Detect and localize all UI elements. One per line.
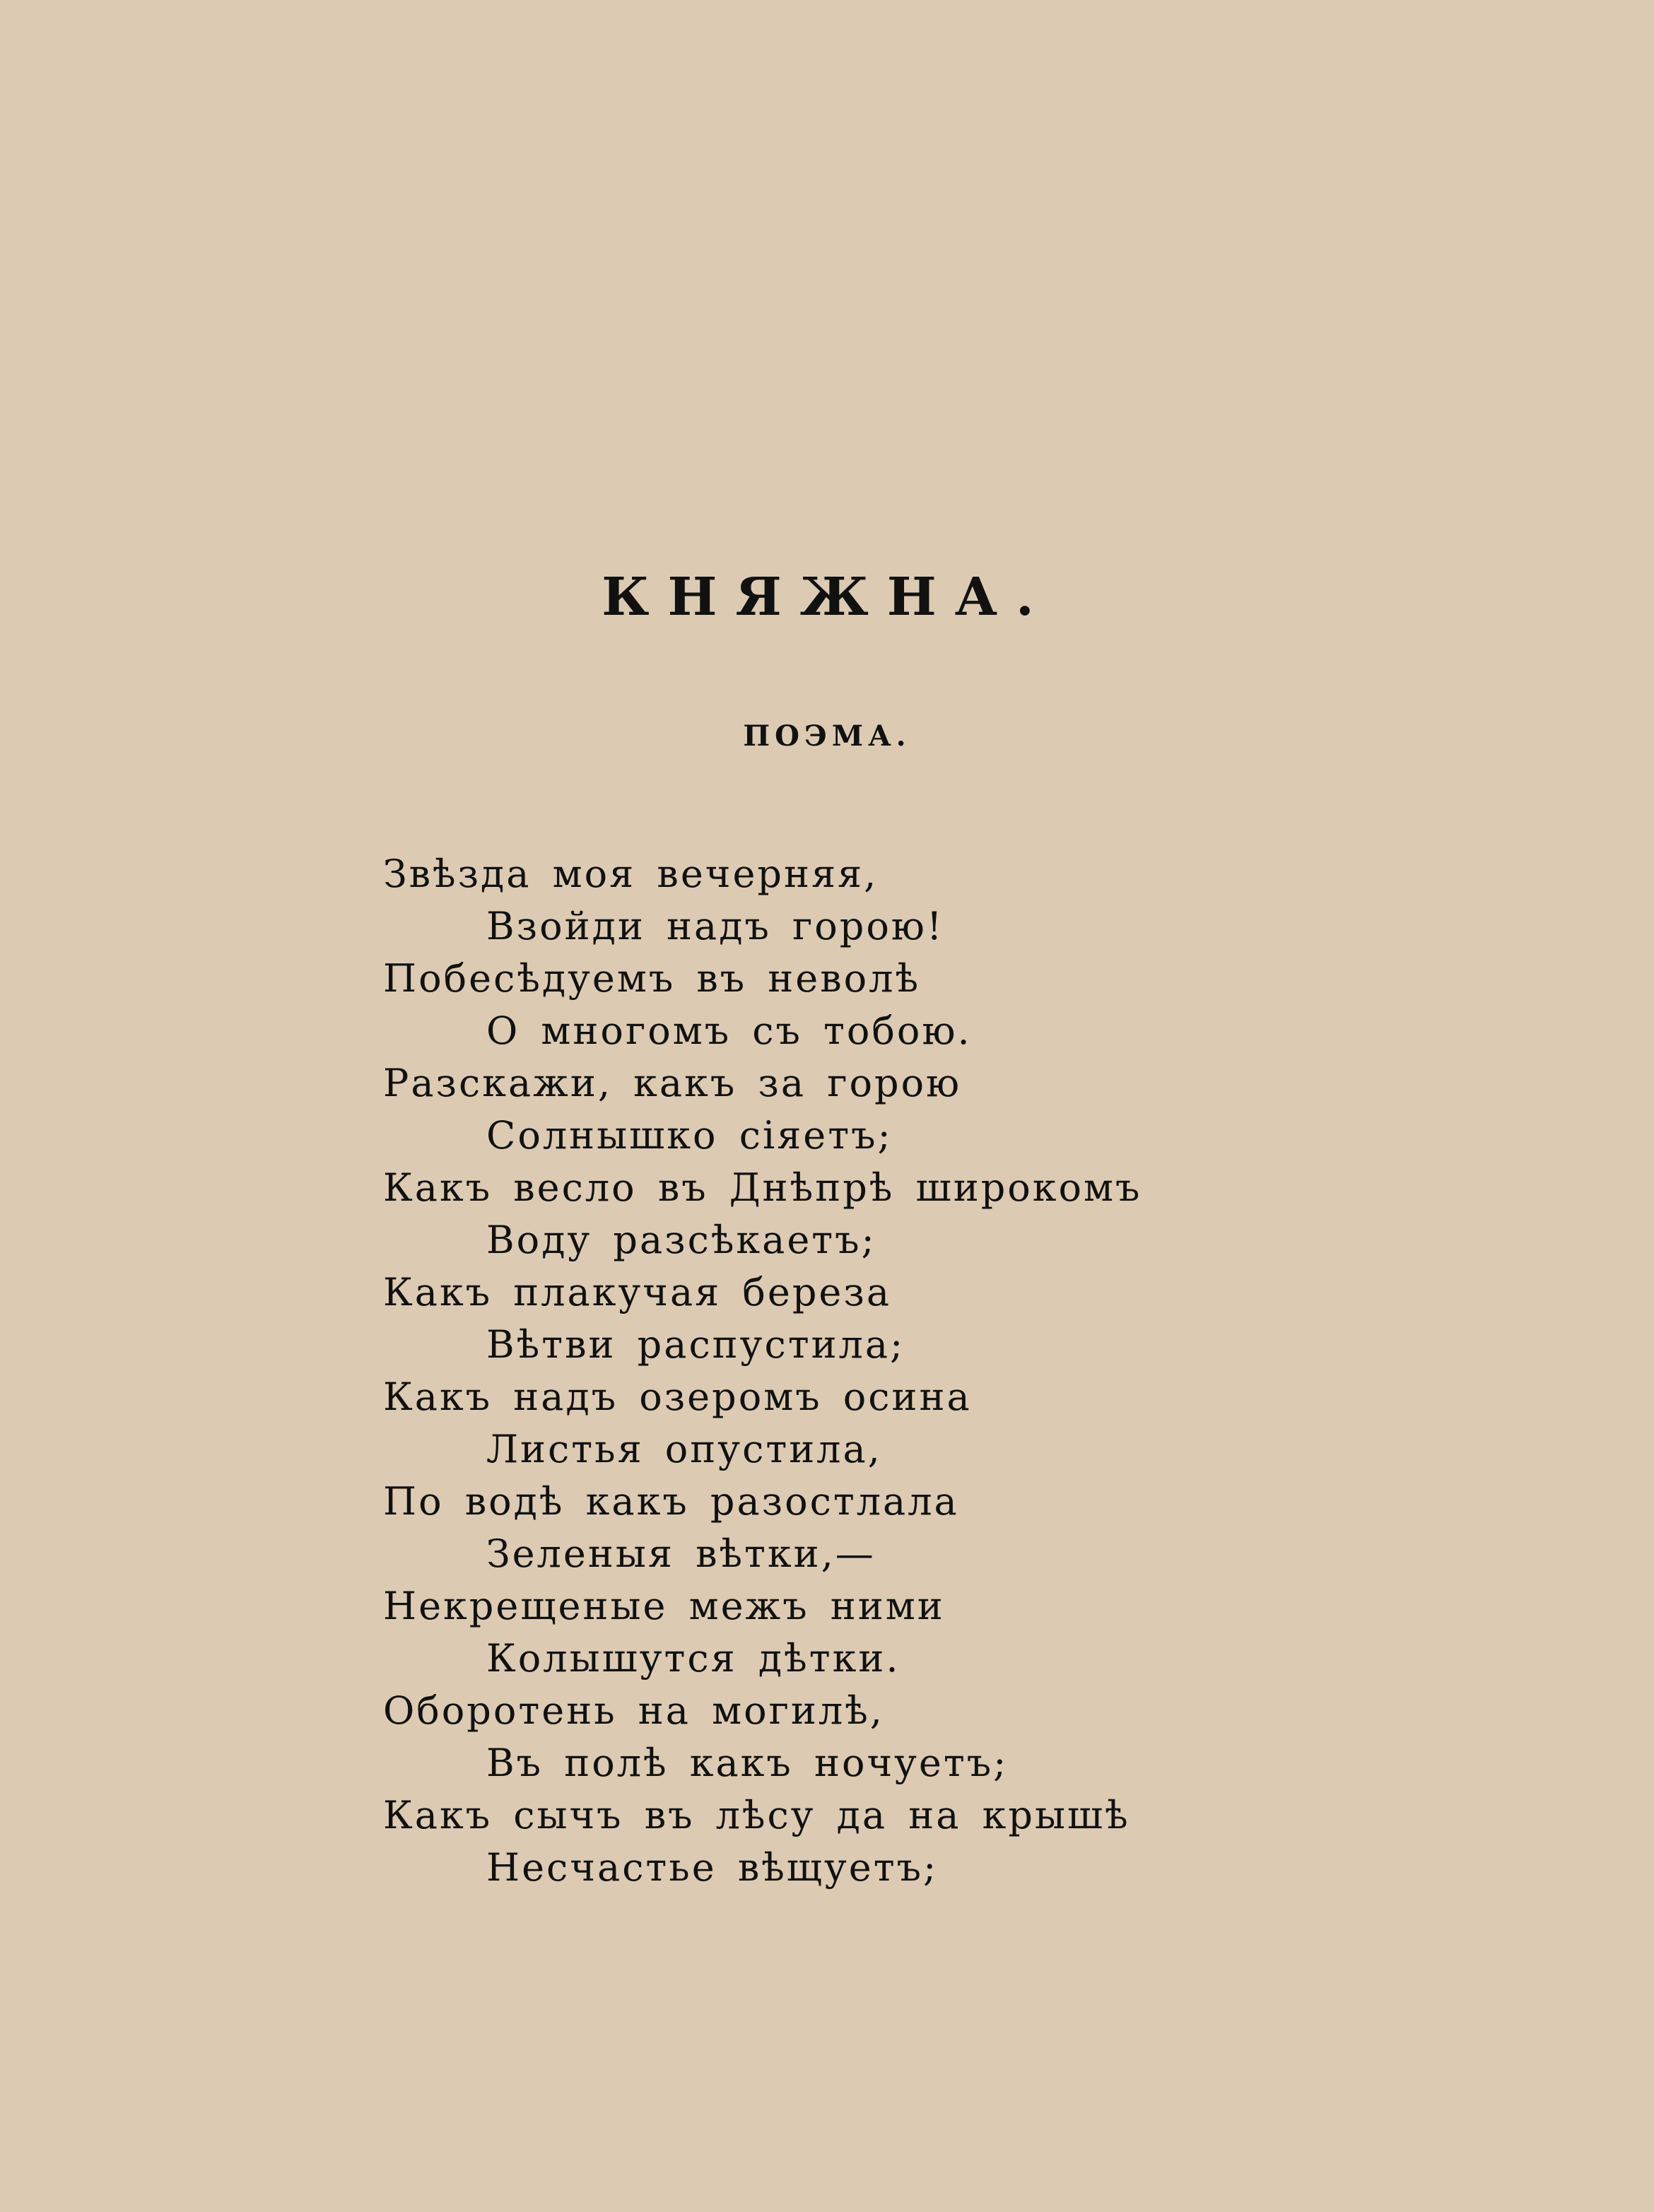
poem-body: [383, 848, 1514, 1894]
poem-line: Колышутся дѣтки.: [486, 1636, 901, 1681]
poem-line: Какъ весло въ Днѣпрѣ широкомъ: [383, 1165, 1142, 1210]
poem-line: Въ полѣ какъ ночуетъ;: [486, 1741, 1009, 1785]
poem-subtitle: ПОЭМА.: [743, 719, 911, 753]
poem-line: Какъ плакучая береза: [383, 1270, 892, 1314]
poem-line: Вѣтви распустила;: [486, 1322, 905, 1367]
poem-line: Какъ надъ озеромъ осина: [383, 1375, 972, 1419]
poem-line: Какъ сычъ въ лѣсу да на крышѣ: [383, 1793, 1130, 1837]
poem-line: Разскажи, какъ за горою: [383, 1061, 962, 1105]
poem-line: Некрещеные межъ ними: [383, 1584, 945, 1628]
poem-title: КНЯЖНА.: [602, 567, 1052, 628]
poem-line: Взойди надъ горою!: [486, 904, 944, 948]
poem-line: Воду разсѣкаетъ;: [486, 1218, 876, 1262]
poem-line: О многомъ съ тобою.: [486, 1008, 972, 1053]
poem-line: Несчастье вѣщуетъ;: [486, 1845, 939, 1890]
poem-line: Солнышко сіяетъ;: [486, 1113, 893, 1158]
poem-line: Звѣзда моя вечерняя,: [383, 852, 879, 896]
poem-line: Листья опустила,: [486, 1427, 882, 1471]
poem-line: По водѣ какъ разостлала: [383, 1479, 959, 1524]
poem-line: Зеленыя вѣтки,—: [486, 1531, 876, 1576]
poem-line: Побесѣдуемъ въ неволѣ: [383, 956, 921, 1001]
poem-line: Оборотень на могилѣ,: [383, 1688, 884, 1733]
